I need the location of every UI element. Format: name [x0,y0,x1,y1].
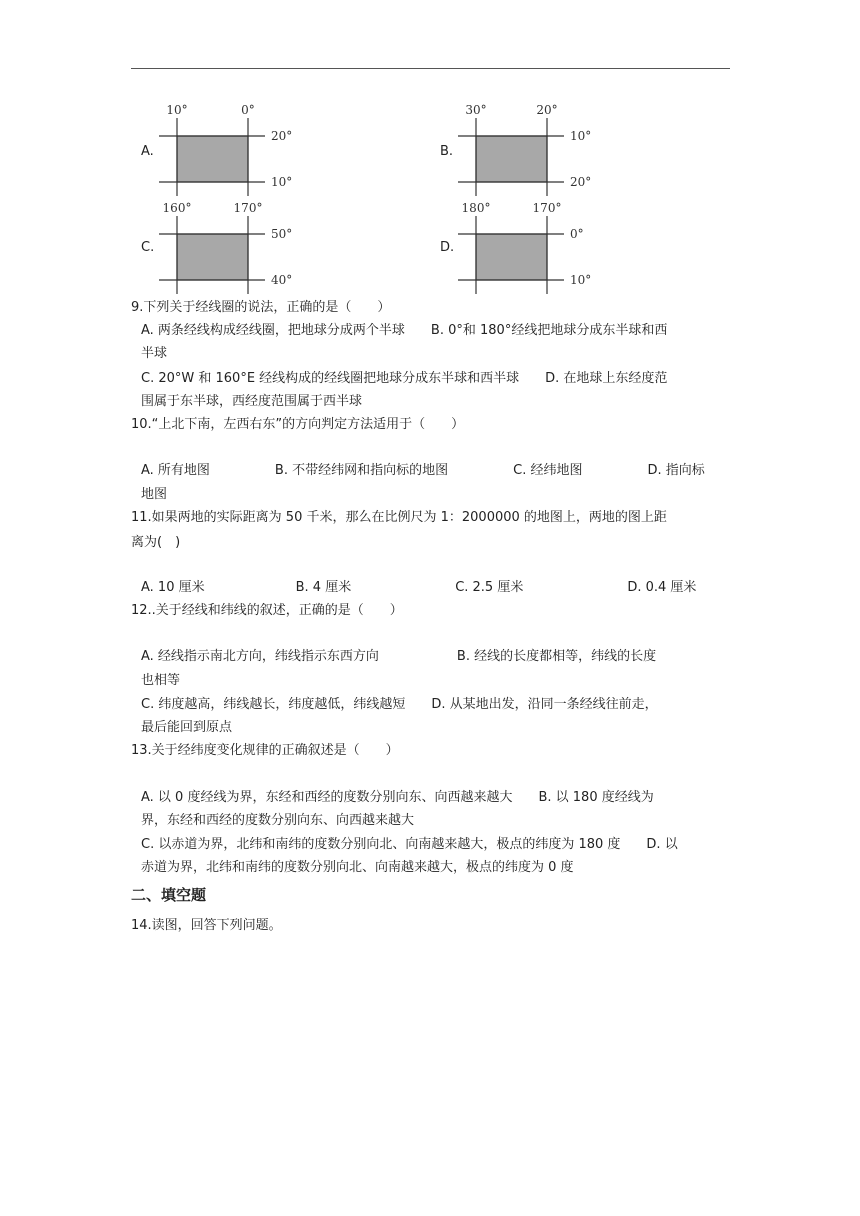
shaded-area [476,136,547,182]
longitude-label: 170° [532,201,562,215]
longitude-label: 0° [241,103,255,117]
latitude-label: 20° [271,129,293,143]
longitude-label: 170° [233,201,263,215]
q10-options-line2: 地图 [141,487,168,502]
question-11-line1: 11.如果两地的实际距离为 50 千米，那么在比例尺为 1：2000000 的地图上，两地的图上距 [131,510,667,525]
latitude-label: 0° [570,227,584,241]
option-letter: B. [440,144,454,159]
longitude-label: 20° [536,103,558,117]
q9-options-line1: A. 两条经线构成经线圈，把地球分成两个半球 B. 0°和 180°经线把地球分成东半球和西 [141,323,668,338]
longitude-label: 160° [162,201,192,215]
latitude-label: 20° [570,175,592,189]
q9-options-line2: 半球 [141,346,168,361]
q12-options-line1: A. 经线指示南北方向，纬线指示东西方向 B. 经线的长度都相等，纬线的长度 [141,649,657,664]
latitude-label: 10° [271,175,293,189]
question-10: 10.“上北下南，左西右东”的方向判定方法适用于（ ） [131,417,465,432]
q12-options-line4: 最后能回到原点 [141,720,233,735]
section-title: 二、填空题 [131,886,207,904]
q10-options-line1: A. 所有地图 B. 不带经纬网和指向标的地图 C. 经纬地图 D. 指向标 [141,463,705,478]
shaded-area [476,234,547,280]
longitude-label: 10° [166,103,188,117]
latitude-label: 40° [271,273,293,287]
question-9: 9.下列关于经线圈的说法，正确的是（ ） [131,300,391,315]
question-12: 12..关于经线和纬线的叙述，正确的是（ ） [131,603,403,618]
option-letter: A. [141,144,154,159]
question-13: 13.关于经纬度变化规律的正确叙述是（ ） [131,743,399,758]
q9-options-line3: C. 20°W 和 160°E 经线构成的经线圈把地球分成东半球和西半球 D. 在地球上东经度范 [141,371,668,386]
latitude-label: 10° [570,129,592,143]
q12-options-line2: 也相等 [141,673,181,688]
q13-options-line3: C. 以赤道为界，北纬和南纬的度数分别向北、向南越来越大，极点的纬度为 180 度 D. 以 [141,837,678,852]
q13-options-line4: 赤道为界，北纬和南纬的度数分别向北、向南越来越大，极点的纬度为 0 度 [141,860,574,875]
latitude-label: 50° [271,227,293,241]
question-14: 14.读图，回答下列问题。 [131,918,282,933]
latitude-label: 10° [570,273,592,287]
q12-options-line3: C. 纬度越高，纬线越长，纬度越低，纬线越短 D. 从某地出发，沿同一条经线往前走， [141,697,658,712]
question-11-line2: 离为( ) [131,535,181,550]
option-letter: D. [440,240,455,255]
option-letter: C. [141,240,155,255]
longitude-label: 30° [465,103,487,117]
header-rule [131,68,730,69]
q9-options-line4: 围属于东半球，西经度范围属于西半球 [141,394,363,409]
shaded-area [177,234,248,280]
q13-options-line1: A. 以 0 度经线为界，东经和西经的度数分别向东、向西越来越大 B. 以 180 度经线为 [141,790,654,805]
shaded-area [177,136,248,182]
longitude-label: 180° [461,201,491,215]
q13-options-line2: 界，东经和西经的度数分别向东、向西越来越大 [141,813,415,828]
q11-options: A. 10 厘米 B. 4 厘米 C. 2.5 厘米 D. 0.4 厘米 [141,580,697,595]
